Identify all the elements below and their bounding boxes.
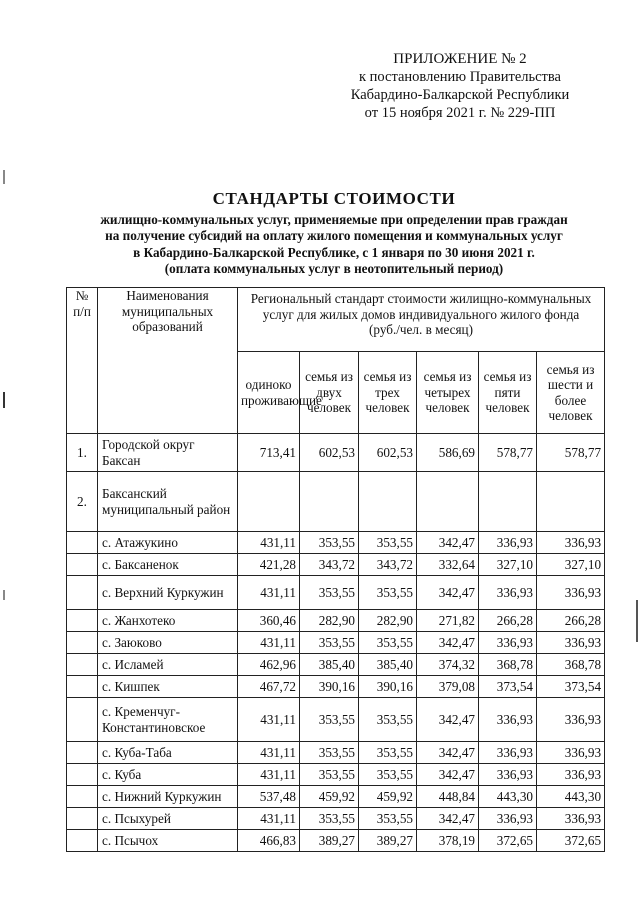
cost-value-cell: 602,53: [300, 434, 359, 472]
row-number: [67, 576, 98, 610]
municipality-name: с. Псычох: [98, 830, 238, 852]
cost-value-cell: 374,32: [417, 654, 479, 676]
cost-value-cell: 459,92: [359, 786, 417, 808]
table-row: [67, 434, 605, 472]
cost-value-cell: 336,93: [479, 808, 537, 830]
cost-value-cell: 390,16: [300, 676, 359, 698]
cost-value-cell: 373,54: [479, 676, 537, 698]
scan-margin-mark: [3, 392, 5, 408]
cost-value-cell: 385,40: [300, 654, 359, 676]
cost-value-cell: 368,78: [537, 654, 605, 676]
cost-value-cell: [300, 472, 359, 532]
cost-value-cell: 336,93: [479, 532, 537, 554]
cost-value-cell: 336,93: [479, 632, 537, 654]
municipality-name: с. Заюково: [98, 632, 238, 654]
cost-value-cell: 431,11: [238, 808, 300, 830]
cost-value-cell: 342,47: [417, 808, 479, 830]
cost-value-cell: 353,55: [300, 764, 359, 786]
table-row: [67, 610, 605, 632]
cost-value-cell: 266,28: [537, 610, 605, 632]
row-number: [67, 676, 98, 698]
cost-value-cell: 342,47: [417, 532, 479, 554]
cost-value-cell: 327,10: [479, 554, 537, 576]
cost-value-cell: 353,55: [359, 576, 417, 610]
row-number: [67, 654, 98, 676]
standards-table: [66, 287, 605, 852]
row-number: [67, 554, 98, 576]
cost-value-cell: 353,55: [300, 808, 359, 830]
cost-value-cell: 713,41: [238, 434, 300, 472]
cost-value-cell: 342,47: [417, 764, 479, 786]
cost-value-cell: 360,46: [238, 610, 300, 632]
cost-value-cell: 336,93: [537, 808, 605, 830]
cost-value-cell: 431,11: [238, 576, 300, 610]
cost-value-cell: 467,72: [238, 676, 300, 698]
cost-value-cell: 342,47: [417, 576, 479, 610]
row-number: [67, 610, 98, 632]
subcolumn-header: семья из трех человек: [359, 352, 417, 434]
municipality-name: с. Кременчуг-Константиновское: [98, 698, 238, 742]
cost-value-cell: 353,55: [359, 742, 417, 764]
cost-value-cell: 578,77: [479, 434, 537, 472]
cost-value-cell: 327,10: [537, 554, 605, 576]
table-row: [67, 764, 605, 786]
column-header-number: № п/п: [67, 288, 98, 434]
subcolumn-header: семья из шести и более человек: [537, 352, 605, 434]
document-subtitle-line: на получение субсидий на оплату жилого помещения и коммунальных услуг: [105, 228, 563, 244]
table-body: [67, 434, 605, 852]
scan-edge-mark: [636, 600, 638, 642]
table-row: [67, 742, 605, 764]
cost-value-cell: 368,78: [479, 654, 537, 676]
cost-value-cell: 431,11: [238, 532, 300, 554]
cost-value-cell: 602,53: [359, 434, 417, 472]
municipality-name: Городской округ Баксан: [98, 434, 238, 472]
cost-value-cell: [479, 472, 537, 532]
municipality-name: с. Атажукино: [98, 532, 238, 554]
column-header-group: Региональный стандарт стоимости жилищно-коммунальных услуг для жилых домов индивидуального жилого фонда (руб./чел. в месяц): [238, 288, 605, 352]
cost-value-cell: 336,93: [537, 576, 605, 610]
table-row: [67, 808, 605, 830]
cost-value-cell: 282,90: [300, 610, 359, 632]
row-number: 1.: [67, 434, 98, 472]
appendix-title: ПРИЛОЖЕНИЕ № 2: [393, 51, 527, 67]
table-row: [67, 576, 605, 610]
cost-value-cell: 336,93: [537, 532, 605, 554]
document-title: СТАНДАРТЫ СТОИМОСТИ: [212, 189, 456, 208]
cost-value-cell: 271,82: [417, 610, 479, 632]
cost-value-cell: 385,40: [359, 654, 417, 676]
subcolumn-header: одиноко проживающие: [238, 352, 300, 434]
cost-value-cell: 353,55: [300, 742, 359, 764]
cost-value-cell: 353,55: [300, 632, 359, 654]
cost-value-cell: 431,11: [238, 742, 300, 764]
municipality-name: с. Куба-Таба: [98, 742, 238, 764]
column-header-name: Наименования муниципальных образований: [98, 288, 238, 434]
standards-table-wrapper: [66, 287, 605, 852]
document-subtitle-line: жилищно-коммунальных услуг, применяемые при определении прав граждан: [100, 212, 568, 227]
scan-margin-mark: [3, 590, 5, 600]
document-subtitle-line: (оплата коммунальных услуг в неотопительный период): [164, 261, 504, 277]
row-number: [67, 632, 98, 654]
cost-value-cell: 431,11: [238, 632, 300, 654]
table-row: [67, 532, 605, 554]
cost-value-cell: 336,93: [537, 632, 605, 654]
cost-value-cell: 336,93: [479, 576, 537, 610]
scan-margin-mark: [3, 170, 5, 184]
cost-value-cell: 443,30: [537, 786, 605, 808]
municipality-name: с. Нижний Куркужин: [98, 786, 238, 808]
municipality-name: с. Кишпек: [98, 676, 238, 698]
cost-value-cell: 353,55: [300, 576, 359, 610]
cost-value-cell: 353,55: [300, 532, 359, 554]
table-row: [67, 676, 605, 698]
cost-value-cell: 282,90: [359, 610, 417, 632]
cost-value-cell: [238, 472, 300, 532]
subcolumn-header: семья из четырех человек: [417, 352, 479, 434]
cost-value-cell: 373,54: [537, 676, 605, 698]
municipality-name: с. Исламей: [98, 654, 238, 676]
cost-value-cell: 372,65: [479, 830, 537, 852]
appendix-block: [330, 50, 590, 122]
municipality-name: с. Куба: [98, 764, 238, 786]
row-number: 2.: [67, 472, 98, 532]
cost-value-cell: [417, 472, 479, 532]
municipality-name: с. Верхний Куркужин: [98, 576, 238, 610]
cost-value-cell: 343,72: [359, 554, 417, 576]
municipality-name: Баксанский муниципальный район: [98, 472, 238, 532]
cost-value-cell: 336,93: [537, 742, 605, 764]
subcolumn-header: семья из двух человек: [300, 352, 359, 434]
row-number: [67, 830, 98, 852]
cost-value-cell: 342,47: [417, 698, 479, 742]
row-number: [67, 698, 98, 742]
table-row: [67, 698, 605, 742]
cost-value-cell: 431,11: [238, 764, 300, 786]
cost-value-cell: 336,93: [479, 742, 537, 764]
cost-value-cell: 336,93: [479, 764, 537, 786]
cost-value-cell: 353,55: [359, 698, 417, 742]
table-row: [67, 554, 605, 576]
cost-value-cell: 421,28: [238, 554, 300, 576]
cost-value-cell: 379,08: [417, 676, 479, 698]
municipality-name: с. Псыхурей: [98, 808, 238, 830]
subcolumn-header: семья из пяти человек: [479, 352, 537, 434]
table-row: [67, 472, 605, 532]
cost-value-cell: 266,28: [479, 610, 537, 632]
cost-value-cell: 586,69: [417, 434, 479, 472]
row-number: [67, 742, 98, 764]
cost-value-cell: 353,55: [300, 698, 359, 742]
cost-value-cell: 353,55: [359, 532, 417, 554]
municipality-name: с. Баксаненок: [98, 554, 238, 576]
cost-value-cell: 342,47: [417, 632, 479, 654]
cost-value-cell: 332,64: [417, 554, 479, 576]
document-heading: [60, 188, 608, 278]
cost-value-cell: 353,55: [359, 764, 417, 786]
table-row: [67, 632, 605, 654]
cost-value-cell: 389,27: [359, 830, 417, 852]
cost-value-cell: 466,83: [238, 830, 300, 852]
cost-value-cell: [537, 472, 605, 532]
document-subtitle-line: в Кабардино-Балкарской Республике, с 1 января по 30 июня 2021 г.: [133, 244, 535, 260]
table-header-row: [67, 288, 605, 352]
cost-value-cell: 343,72: [300, 554, 359, 576]
cost-value-cell: 378,19: [417, 830, 479, 852]
cost-value-cell: 443,30: [479, 786, 537, 808]
appendix-line: к постановлению Правительства: [359, 69, 561, 85]
appendix-line: от 15 ноября 2021 г. № 229-ПП: [364, 105, 556, 121]
cost-value-cell: 448,84: [417, 786, 479, 808]
cost-value-cell: 459,92: [300, 786, 359, 808]
cost-value-cell: 462,96: [238, 654, 300, 676]
municipality-name: с. Жанхотеко: [98, 610, 238, 632]
appendix-line: Кабардино-Балкарской Республики: [350, 87, 570, 103]
table-row: [67, 654, 605, 676]
cost-value-cell: 537,48: [238, 786, 300, 808]
cost-value-cell: [359, 472, 417, 532]
cost-value-cell: 390,16: [359, 676, 417, 698]
cost-value-cell: 353,55: [359, 632, 417, 654]
cost-value-cell: 336,93: [537, 764, 605, 786]
cost-value-cell: 389,27: [300, 830, 359, 852]
row-number: [67, 764, 98, 786]
row-number: [67, 808, 98, 830]
cost-value-cell: 431,11: [238, 698, 300, 742]
row-number: [67, 786, 98, 808]
cost-value-cell: 336,93: [479, 698, 537, 742]
row-number: [67, 532, 98, 554]
table-row: [67, 830, 605, 852]
cost-value-cell: 336,93: [537, 698, 605, 742]
cost-value-cell: 578,77: [537, 434, 605, 472]
table-row: [67, 786, 605, 808]
cost-value-cell: 353,55: [359, 808, 417, 830]
cost-value-cell: 342,47: [417, 742, 479, 764]
cost-value-cell: 372,65: [537, 830, 605, 852]
